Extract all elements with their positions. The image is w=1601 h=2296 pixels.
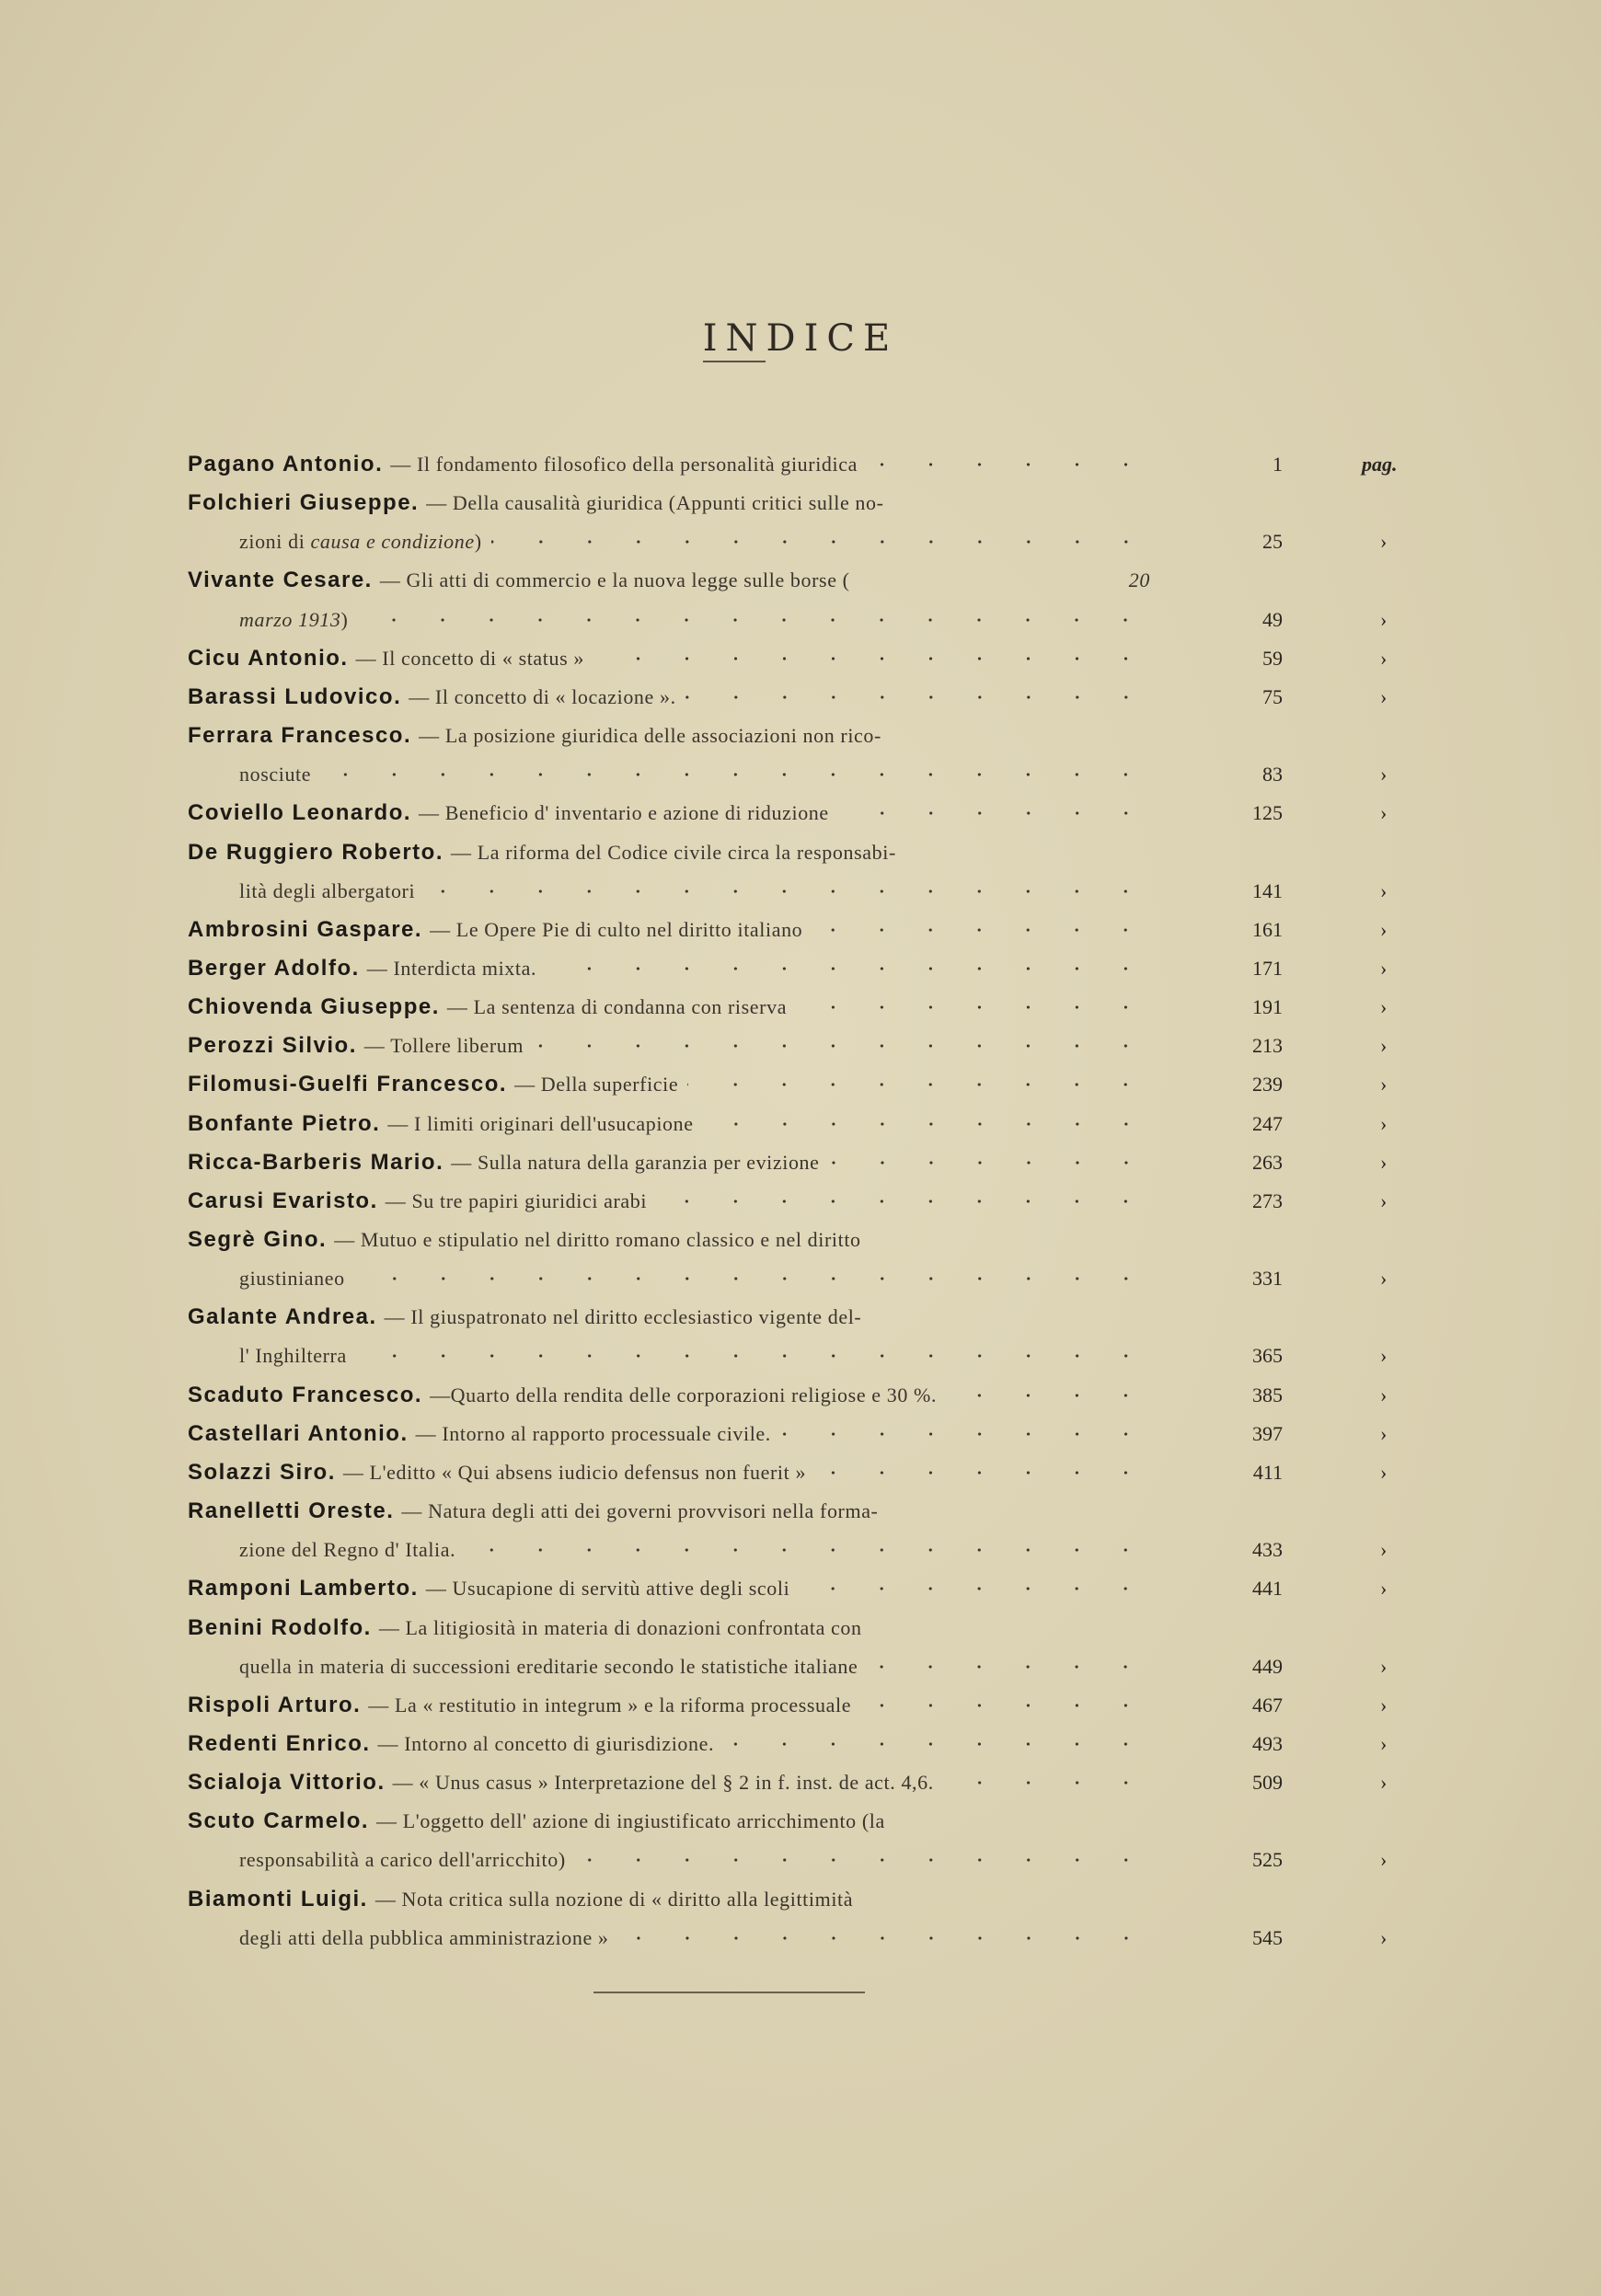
entry-title [430,911,802,949]
dot-leader [465,1545,1150,1555]
toc-entry-continuation [188,1919,1388,1957]
entry-title [378,1725,715,1763]
entry-text [188,911,1150,949]
dot-leader [656,1197,1150,1206]
title-segment: — La sentenza di condanna con riserva [446,995,788,1019]
title-segment: marzo 1913 [239,607,341,631]
title-segment: — La litigiosità in materia di donazioni confrontata con [378,1615,862,1639]
title-segment: — La « restitutio in integrum » e la riforma processuale [368,1693,852,1716]
entry-text [188,1492,1150,1531]
toc-entry [188,561,1283,600]
dot-leader [618,1934,1150,1943]
title-segment: — Il fondamento filosofico della personalità giuridica [390,453,858,476]
page-marker: › [1380,917,1388,941]
page-number: 247 [1252,1111,1283,1135]
entry-title [514,1065,678,1104]
entry-text [188,1802,1150,1841]
entry-title [364,1027,524,1065]
entry-author: Ranelletti Oreste. [188,1498,395,1524]
title-segment: — Intorno al rapporto processuale civile. [415,1421,771,1445]
page-marker: pag. [1362,453,1398,476]
dot-leader [491,537,1150,546]
page-marker: › [1380,1034,1388,1058]
page-number: 125 [1252,801,1283,825]
page-number: 449 [1252,1654,1283,1678]
page-number: 441 [1252,1577,1283,1601]
entry-author: De Ruggiero Roberto. [188,839,444,865]
page-number: 25 [1262,530,1283,554]
title-segment: degli atti della pubblica amministrazione » [239,1925,609,1949]
entry-text [188,1027,1150,1065]
page-marker: › [1380,1383,1388,1406]
entry-title [367,949,536,988]
toc-entry [188,678,1388,717]
entry-text [188,1725,1150,1763]
toc-entry [188,949,1388,988]
entry-title [451,833,1150,872]
entry-text [239,522,1150,561]
dot-leader [703,1119,1150,1129]
entry-author: Coviello Leonardo. [188,800,412,826]
entry-text [239,1337,1150,1375]
entry-text [188,833,1150,872]
entry-text [239,1531,1150,1569]
toc-entry [188,1569,1388,1608]
entry-text [239,1919,1150,1957]
page-marker: › [1380,1150,1388,1174]
page-number: 83 [1262,763,1283,786]
entry-title [426,484,1150,522]
title-segment: — Della causalità giuridica (Appunti critici sulle no- [426,491,884,515]
entry-title [239,755,311,794]
page-number: 273 [1252,1188,1283,1212]
page-marker: › [1380,1111,1388,1135]
title-segment: lità degli albergatori [239,878,416,902]
page-number: 161 [1252,917,1283,941]
page-marker: › [1380,1693,1388,1716]
entry-author: Pagano Antonio. [188,452,384,476]
entry-text [188,484,1150,522]
entry-author: Redenti Enrico. [188,1730,371,1756]
page-number: 59 [1262,646,1283,670]
entry-text [239,601,1150,639]
page-number: 239 [1252,1073,1283,1096]
page-number: 263 [1252,1150,1283,1174]
entry-title [239,872,415,911]
entry-title [419,794,829,832]
title-rule [703,361,766,362]
dot-leader [799,1584,1150,1593]
dot-leader [546,964,1150,973]
title-segment: — Intorno al concetto di giurisdizione. [377,1731,715,1755]
entry-title [451,1143,819,1182]
entry-text [188,1569,1150,1608]
entry-text [188,1686,1150,1725]
toc-entry-continuation [188,1841,1388,1879]
toc-entry-continuation [188,1647,1388,1686]
entry-author: Rispoli Arturo. [188,1692,362,1717]
toc-entry [188,1453,1388,1492]
entry-title [239,1337,347,1375]
dot-leader [838,809,1150,818]
entry-text [188,1609,1150,1647]
entry-title [390,445,858,484]
entry-title [239,1919,609,1957]
page-marker: › [1380,607,1388,631]
entry-title [419,717,1150,755]
entry-title [387,1105,693,1143]
toc-entry-continuation [188,522,1388,561]
page-number: 509 [1252,1771,1283,1795]
title-segment: zioni di [239,530,311,554]
page-marker: › [1380,684,1388,708]
page-marker: › [1380,1771,1388,1795]
entry-title [430,1376,937,1415]
title-segment: — « Unus casus » Interpretazione del § 2 in f. inst. de act. 4,6. [392,1771,934,1795]
dot-leader [354,1274,1150,1283]
dot-leader [575,1855,1150,1865]
page-marker: › [1380,1267,1388,1291]
page-marker: › [1380,1577,1388,1601]
entry-title [376,1802,1150,1841]
entry-title [239,1531,455,1569]
dot-leader [860,1701,1150,1710]
entry-author: Filomusi-Guelfi Francesco. [188,1072,508,1097]
entry-title [447,988,787,1027]
title-segment: responsabilità a carico dell'arricchito) [239,1848,566,1872]
page-marker: › [1380,1421,1388,1445]
entry-author: Folchieri Giuseppe. [188,490,420,516]
entry-text [188,988,1150,1027]
entry-author: Ricca-Barberis Mario. [188,1149,444,1175]
entry-author: Galante Andrea. [188,1304,377,1330]
entry-title [401,1492,1150,1531]
title-segment: — Le Opere Pie di culto nel diritto italiano [430,917,803,941]
entry-text [188,561,1150,600]
dot-leader [796,1003,1150,1012]
entry-text [188,1376,1150,1415]
entry-author: Ferrara Francesco. [188,723,412,749]
toc-entry [188,1802,1283,1841]
toc-entry [188,1065,1388,1104]
page-marker: › [1380,763,1388,786]
page-number: 411 [1252,1460,1283,1484]
toc-entry [188,445,1398,484]
entry-author: Perozzi Silvio. [188,1033,357,1059]
title-segment: ) [340,607,349,631]
page-number: 1 [1273,453,1283,476]
entry-title [386,1182,647,1221]
entry-text [239,1259,1150,1298]
title-segment: — Su tre papiri giuridici arabi [385,1188,648,1212]
title-segment: — Gli atti di commercio e la nuova legge sulle borse ( [379,568,850,592]
entry-author: Ramponi Lamberto. [188,1576,419,1601]
title-segment: causa e condizione [310,530,475,554]
title-segment: — La posizione giuridica delle associazioni non rico- [419,724,881,748]
dot-leader [320,770,1150,779]
end-rule [593,1992,865,1993]
entry-author: Benini Rodolfo. [188,1614,372,1640]
title-segment: — Tollere liberum [363,1034,524,1058]
dot-leader [533,1041,1150,1050]
toc-entry [188,1763,1388,1802]
entry-title [239,522,482,561]
entry-title [239,1841,566,1879]
entry-title [416,1415,771,1453]
toc-entry [188,1880,1283,1919]
toc-entry [188,717,1283,755]
toc-entry-continuation [188,755,1388,794]
entry-author: Castellari Antonio. [188,1420,409,1446]
entry-author: Chiovenda Giuseppe. [188,994,440,1020]
entry-author: Berger Adolfo. [188,955,360,981]
title-segment: — La riforma del Codice civile circa la responsabi- [451,840,896,864]
page-marker: › [1380,1460,1388,1484]
entry-title [368,1686,851,1725]
dot-leader [943,1778,1150,1787]
toc-entry [188,1143,1388,1182]
page-marker: › [1380,530,1388,554]
toc-entry-continuation [188,872,1388,911]
toc-entry [188,1182,1388,1221]
page-marker: › [1380,646,1388,670]
entry-text [239,1647,1150,1686]
dot-leader [815,1468,1150,1477]
title-segment: l' Inghilterra [239,1344,347,1368]
title-segment: — Mutuo e stipulatio nel diritto romano classico e nel diritto [334,1228,861,1251]
page-marker: › [1380,1344,1388,1368]
entry-title [239,1259,345,1298]
page-number: 525 [1252,1848,1283,1872]
page-number: 545 [1252,1925,1283,1949]
page-number: 397 [1252,1421,1283,1445]
entry-text [188,445,1150,484]
title-segment: — Interdicta mixta. [366,956,537,980]
toc-entry-continuation [188,1337,1388,1375]
page-number: 141 [1252,878,1283,902]
page-number: 75 [1262,684,1283,708]
title-segment: — Il concetto di « locazione ». [409,684,676,708]
entry-author: Biamonti Luigi. [188,1886,368,1911]
toc-entry [188,833,1283,872]
page-number: 191 [1252,995,1283,1019]
entry-author: Solazzi Siro. [188,1459,336,1485]
page-number: 467 [1252,1693,1283,1716]
toc-entry [188,1027,1388,1065]
toc-entry [188,639,1388,678]
page-number: 385 [1252,1383,1283,1406]
toc-entry [188,1376,1388,1415]
entry-title [375,1880,1150,1919]
title-segment: 20 [1128,568,1150,592]
entry-text [188,717,1150,755]
title-segment: — Della superficie [514,1073,679,1096]
page-marker: › [1380,1925,1388,1949]
toc-entry [188,794,1388,832]
toc-entry-continuation [188,1259,1388,1298]
dot-leader [867,460,1150,469]
entry-text [188,1453,1150,1492]
title-segment: — Usucapione di servitù attive degli scoli [425,1577,790,1601]
entry-text [188,1221,1150,1259]
title-segment: — Beneficio d' inventario e azione di riduzione [419,801,829,825]
page-marker: › [1380,878,1388,902]
entry-text [239,1841,1150,1879]
entry-text [239,755,1150,794]
title-segment: — Natura degli atti dei governi provvisori nella forma- [401,1499,879,1523]
title-segment: quella in materia di successioni ereditarie secondo le statistiche italiane [239,1654,858,1678]
entry-title [334,1221,1150,1259]
entry-text [188,1065,1150,1104]
dot-leader [946,1391,1150,1400]
dot-leader [812,925,1150,935]
title-segment: — Il concetto di « status » [355,646,584,670]
toc-entry [188,1105,1388,1143]
entry-author: Barassi Ludovico. [188,683,402,709]
entry-title [239,1647,858,1686]
title-segment: — Nota critica sulla nozione di « diritto alla legittimità [374,1887,854,1911]
dot-leader [687,1080,1150,1089]
dot-leader [829,1158,1150,1167]
entry-title [409,678,675,717]
toc-entry [188,1609,1283,1647]
page-number: 493 [1252,1731,1283,1755]
entry-author: Cicu Antonio. [188,645,349,671]
entry-author: Scuto Carmelo. [188,1808,370,1834]
entry-author: Vivante Cesare. [188,568,373,593]
entry-title [385,1298,1150,1337]
entry-text [188,1105,1150,1143]
title-segment: nosciute [239,763,312,786]
page-number: 213 [1252,1034,1283,1058]
toc-entry [188,1221,1283,1259]
entry-title [379,1609,1150,1647]
toc-entry [188,1492,1283,1531]
entry-author: Scaduto Francesco. [188,1382,423,1407]
dot-leader [357,615,1150,625]
page-marker: › [1380,1848,1388,1872]
page-marker: › [1380,1654,1388,1678]
page-title: INDICE [702,316,899,360]
entry-title [343,1453,806,1492]
dot-leader [424,887,1150,896]
toc-entry-continuation [188,601,1388,639]
page-marker: › [1380,1073,1388,1096]
page-number: 433 [1252,1538,1283,1562]
entry-text [188,1880,1150,1919]
entry-title [356,639,584,678]
dot-leader [780,1429,1150,1439]
title-segment: — I limiti originari dell'usucapione [387,1111,694,1135]
title-segment: — Sulla natura della garanzia per evizione [451,1150,820,1174]
page-marker: › [1380,995,1388,1019]
page-marker: › [1380,1538,1388,1562]
title-segment: — L'oggetto dell' azione di ingiustificato arricchimento (la [376,1809,885,1833]
dot-leader [723,1739,1150,1749]
dot-leader [593,654,1150,663]
title-segment: giustinianeo [239,1267,345,1291]
title-segment: ) [474,530,482,554]
toc-entry [188,1415,1388,1453]
page-number: 49 [1262,607,1283,631]
toc-entry [188,911,1388,949]
entry-text [239,872,1150,911]
toc-entry [188,1686,1388,1725]
page-number: 171 [1252,956,1283,980]
toc-entry [188,1725,1388,1763]
entry-author: Scialoja Vittorio. [188,1770,386,1796]
entry-text [188,1415,1150,1453]
dot-leader [685,693,1150,702]
entry-title [239,601,348,639]
page-number: 365 [1252,1344,1283,1368]
entry-text [188,794,1150,832]
toc-entry-continuation [188,1531,1388,1569]
toc-entry [188,988,1388,1027]
entry-title [380,561,1150,600]
entry-text [188,949,1150,988]
entry-author: Ambrosini Gaspare. [188,916,423,942]
entry-text [188,1143,1150,1182]
dot-leader [356,1351,1150,1360]
page-marker: › [1380,956,1388,980]
title-segment: —Quarto della rendita delle corporazioni religiose e 30 %. [430,1383,938,1406]
page-marker: › [1380,1731,1388,1755]
entry-text [188,678,1150,717]
entry-title [393,1763,934,1802]
page-marker: › [1380,1188,1388,1212]
entry-text [188,1763,1150,1802]
page-number: 331 [1252,1267,1283,1291]
toc-entry [188,1298,1283,1337]
entry-author: Segrè Gino. [188,1227,328,1252]
entry-text [188,639,1150,678]
entry-title [426,1569,789,1608]
title-segment: zione del Regno d' Italia. [239,1538,456,1562]
title-segment: — Il giuspatronato nel diritto ecclesiastico vigente del- [384,1305,862,1329]
page-marker: › [1380,801,1388,825]
entry-text [188,1182,1150,1221]
dot-leader [867,1662,1150,1671]
toc-entry [188,484,1283,522]
entry-author: Bonfante Pietro. [188,1110,381,1136]
entry-author: Carusi Evaristo. [188,1188,378,1213]
entry-text [188,1298,1150,1337]
title-segment: — L'editto « Qui absens iudicio defensus non fuerit » [342,1460,807,1484]
